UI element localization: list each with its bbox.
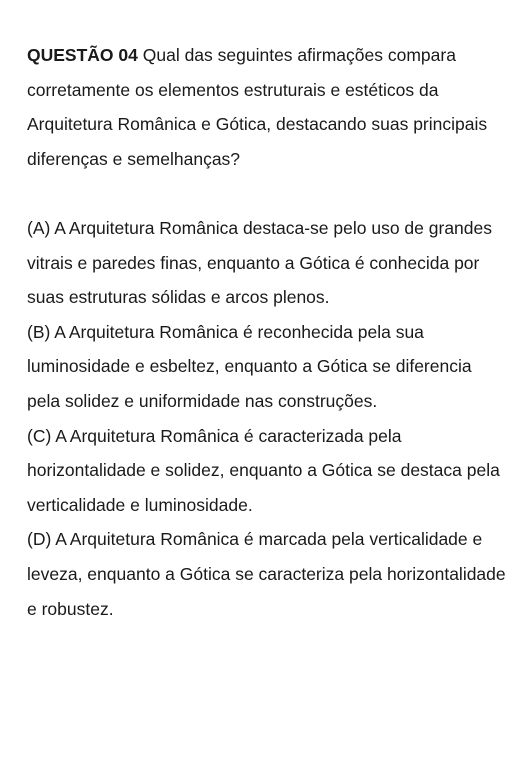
option-d[interactable]: (D) A Arquitetura Românica é marcada pela verticalidade e leveza, enquanto a Gótica se caracteriza pela horizontalidade e robustez. [27,529,506,619]
question-number: QUESTÃO 04 [27,45,138,65]
question-document [27,38,507,626]
question-text: Qual das seguintes afirmações compara corretamente os elementos estruturais e estéticos da Arquitetura Românica e Gótica, destacando suas principais diferenças e semelhanças? [27,45,488,169]
spacer [27,176,507,211]
option-a[interactable]: (A) A Arquitetura Românica destaca-se pelo uso de grandes vitrais e paredes finas, enquanto a Gótica é conhecida por suas estruturas sólidas e arcos plenos. [27,217,492,308]
question-statement [27,38,507,176]
option-b[interactable]: (B) A Arquitetura Românica é reconhecida pela sua luminosidade e esbeltez, enquanto a Gótica se diferencia pela solidez e uniformidade nas construções. [27,321,472,411]
option-c[interactable]: (C) A Arquitetura Românica é caracterizada pela horizontalidade e solidez, enquanto a Gótica se destaca pela verticalidade e luminosidade. [27,425,500,515]
